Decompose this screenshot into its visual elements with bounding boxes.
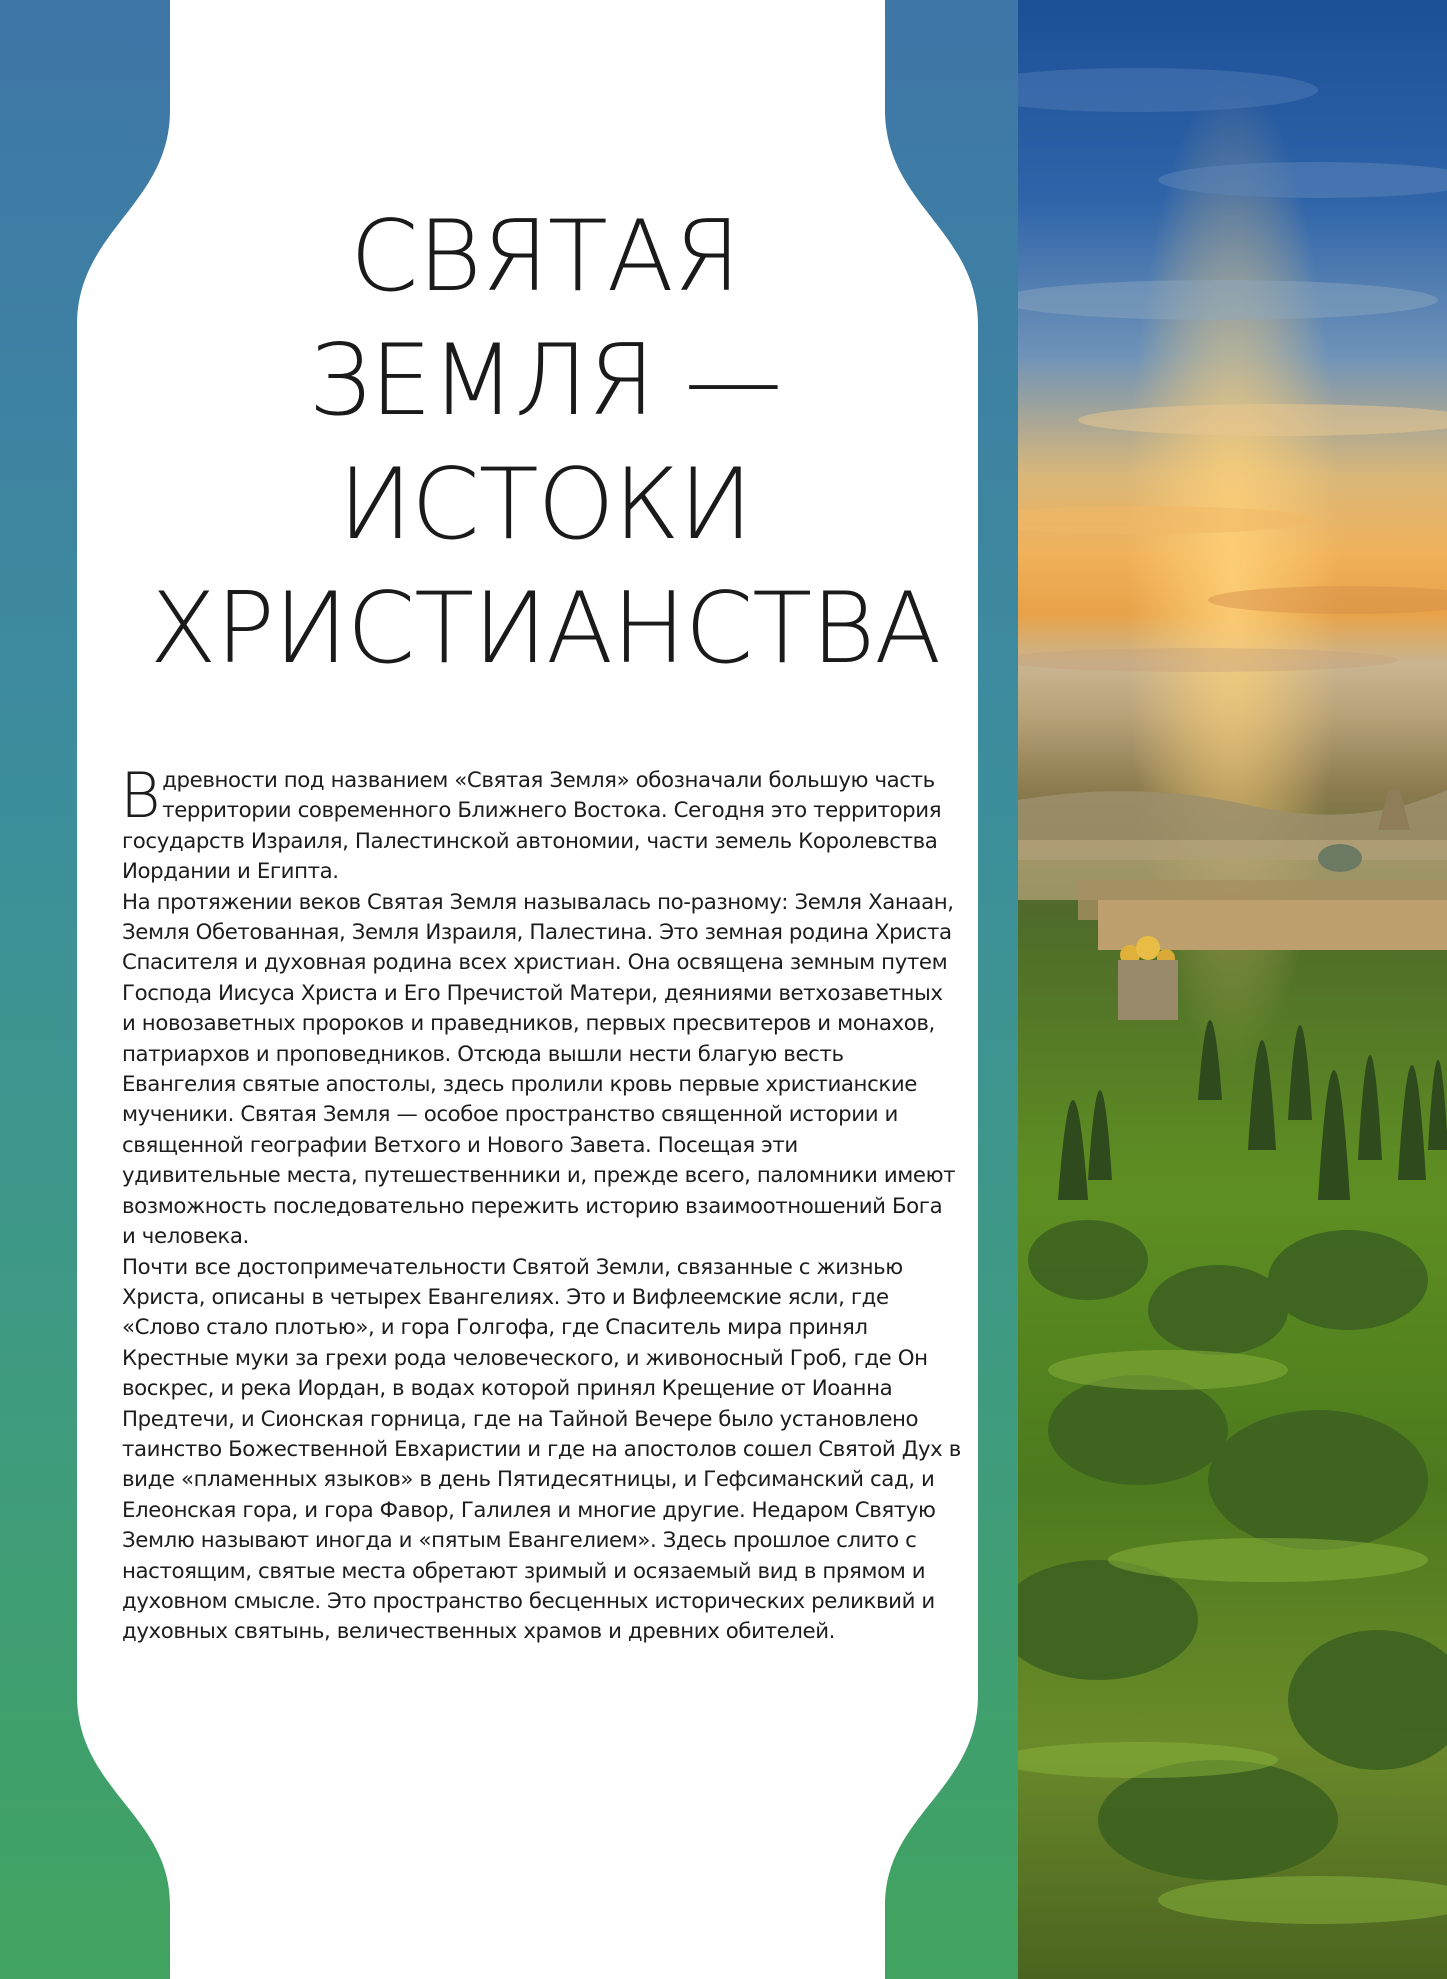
paragraph — [120, 759, 962, 888]
title-line: ИСТОКИ — [338, 448, 752, 562]
page-title — [95, 195, 995, 691]
title-line: ХРИСТИАНСТВА — [149, 572, 941, 686]
paragraph: На протяжении веков Святая Земля называлась по-разному: Земля Ханаан, Земля Обетованная, Земля Израиля, Палестина. Это земная родина Христа Спасителя и духовная родина всех христиан. Она освящена земным путем Господа Иисуса Христа и Его Пречистой Матери, деяниями ветхозаветных и новозаветных пророков и праведников, первых пресвитеров и монахов, патриархов и проповедников. Отсюда вышли нести благую весть Евангелия святые апостолы, здесь пролили кровь первые христианские мученики. Святая Земля — особое пространство священной истории и священной географии Ветхого и Нового Завета. Посещая эти удивительные места, путешественники и, прежде всего, паломники имеют возможность последовательно пережить историю взаимоотношений Бога и человека. — [122, 889, 956, 1250]
paragraph: Почти все достопримечательности Святой Земли, связанные с жизнью Христа, описаны в четырех Евангелиях. Это и Вифлеемские ясли, где «Слово стало плотью», и гора Голгофа, где Спаситель мира принял Крестные муки за грехи рода человеческого, и живоносный Гроб, где Он воскрес, и река Иордан, в водах которой принял Крещение от Иоанна Предтечи, и Сионская горница, где на Тайной Вечере было установлено таинство Божественной Евхаристии и где на апостолов сошел Святой Дух в виде «пламенных языков» в день Пятидесятницы, и Гефсиманский сад, и Елеонская гора, и гора Фавор, Галилея и многие другие. Недаром Святую Землю называют иногда и «пятым Евангелием». Здесь прошлое слито с настоящим, святые места обретают зримый и осязаемый вид в прямом и духовном смысле. Это пространство бесценных исторических реликвий и духовных святынь, величественных храмов и древних обителей. — [122, 1254, 961, 1645]
paragraph-text: древности под названием «Святая Земля» обозначали большую часть территории современного Ближнего Востока. Сегодня это территория государств Израиля, Палестинской автономии, части земель Королевства Иордании и Египта. — [122, 768, 942, 885]
title-line: ЗЕМЛЯ — — [308, 324, 782, 438]
title-line: СВЯТАЯ — [350, 200, 740, 314]
article-body — [120, 759, 962, 1648]
drop-cap: В — [120, 759, 161, 832]
jerusalem-landscape-photo — [1018, 0, 1447, 1979]
